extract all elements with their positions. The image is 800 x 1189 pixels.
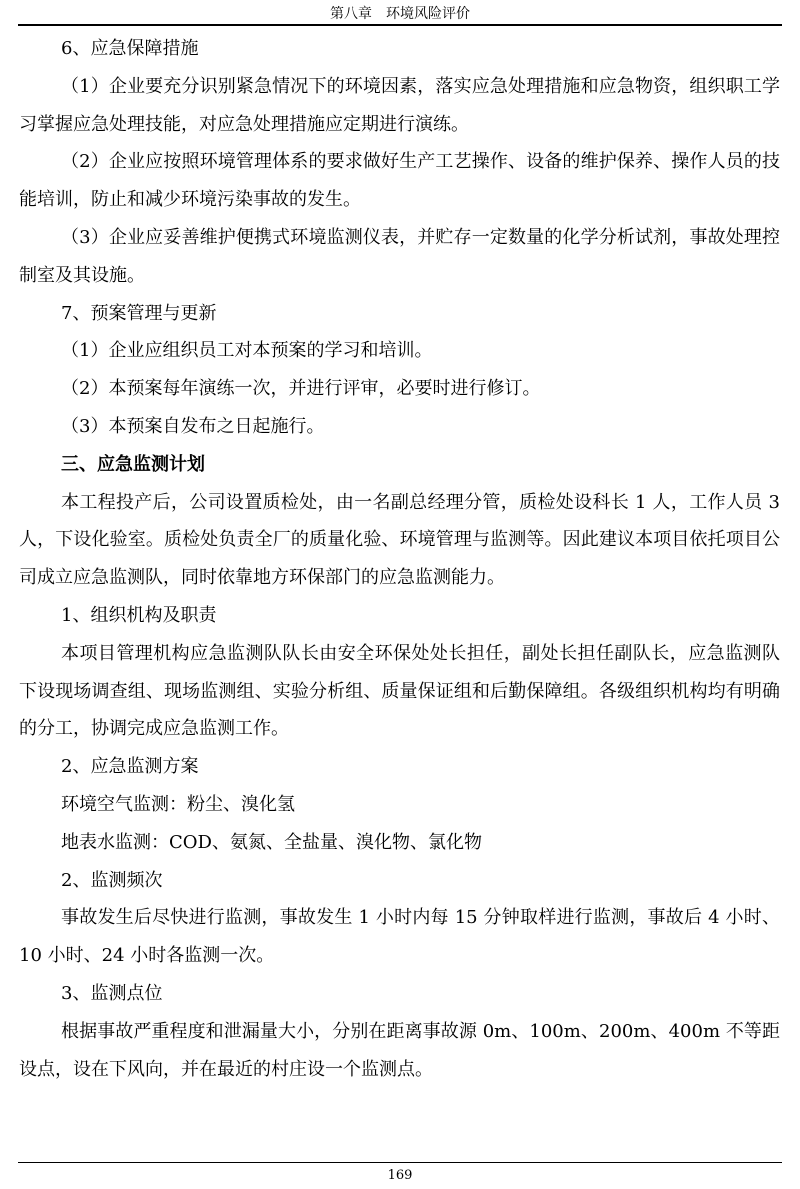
paragraph: （1）企业要充分识别紧急情况下的环境因素，落实应急处理措施和应急物资，组织职工学习掌握应急处理技能，对应急处理措施应定期进行演练。 xyxy=(19,75,780,135)
chapter-title: 第八章 环境风险评价 xyxy=(330,6,470,22)
page-footer xyxy=(18,1162,782,1183)
page-number: 169 xyxy=(387,1168,413,1183)
paragraph: 事故发生后尽快进行监测，事故发生 1 小时内每 15 分钟取样进行监测，事故后 4 小时、10 小时、24 小时各监测一次。 xyxy=(19,907,780,967)
paragraph: 3、监测点位 xyxy=(61,982,163,1004)
paragraph: （2）本预案每年演练一次，并进行评审，必要时进行修订。 xyxy=(61,378,541,400)
paragraph: （2）企业应按照环境管理体系的要求做好生产工艺操作、设备的维护保养、操作人员的技能培训，防止和减少环境污染事故的发生。 xyxy=(19,151,780,211)
paragraph: 本项目管理机构应急监测队队长由安全环保处处长担任，副处长担任副队长，应急监测队下设现场调查组、现场监测组、实验分析组、质量保证组和后勤保障组。各级组织机构均有明确的分工，协调完成应急监测工作。 xyxy=(19,642,780,740)
page-header xyxy=(18,4,782,26)
paragraph: 环境空气监测：粉尘、溴化氢 xyxy=(61,793,295,815)
paragraph: 地表水监测：COD、氨氮、全盐量、溴化物、氯化物 xyxy=(61,831,482,853)
section-heading: 三、应急监测计划 xyxy=(61,453,205,475)
paragraph: 1、组织机构及职责 xyxy=(61,604,217,626)
paragraph: （1）企业应组织员工对本预案的学习和培训。 xyxy=(61,340,433,362)
paragraph: （3）企业应妥善维护便携式环境监测仪表，并贮存一定数量的化学分析试剂，事故处理控制室及其设施。 xyxy=(19,226,780,286)
paragraph: （3）本预案自发布之日起施行。 xyxy=(61,415,325,437)
paragraph: 6、应急保障措施 xyxy=(61,38,199,59)
paragraph: 2、应急监测方案 xyxy=(61,756,199,778)
paragraph: 7、预案管理与更新 xyxy=(61,302,217,324)
paragraph: 根据事故严重程度和泄漏量大小，分别在距离事故源 0m、100m、200m、400m 不等距设点，设在下风向，并在最近的村庄设一个监测点。 xyxy=(19,1020,780,1080)
document-body xyxy=(19,30,780,1088)
paragraph: 2、监测频次 xyxy=(61,869,163,891)
paragraph: 本工程投产后，公司设置质检处，由一名副总经理分管，质检处设科长 1 人，工作人员 3 人，下设化验室。质检处负责全厂的质量化验、环境管理与监测等。因此建议本项目依托项目公司成立应急监测队，同时依靠地方环保部门的应急监测能力。 xyxy=(19,491,780,589)
